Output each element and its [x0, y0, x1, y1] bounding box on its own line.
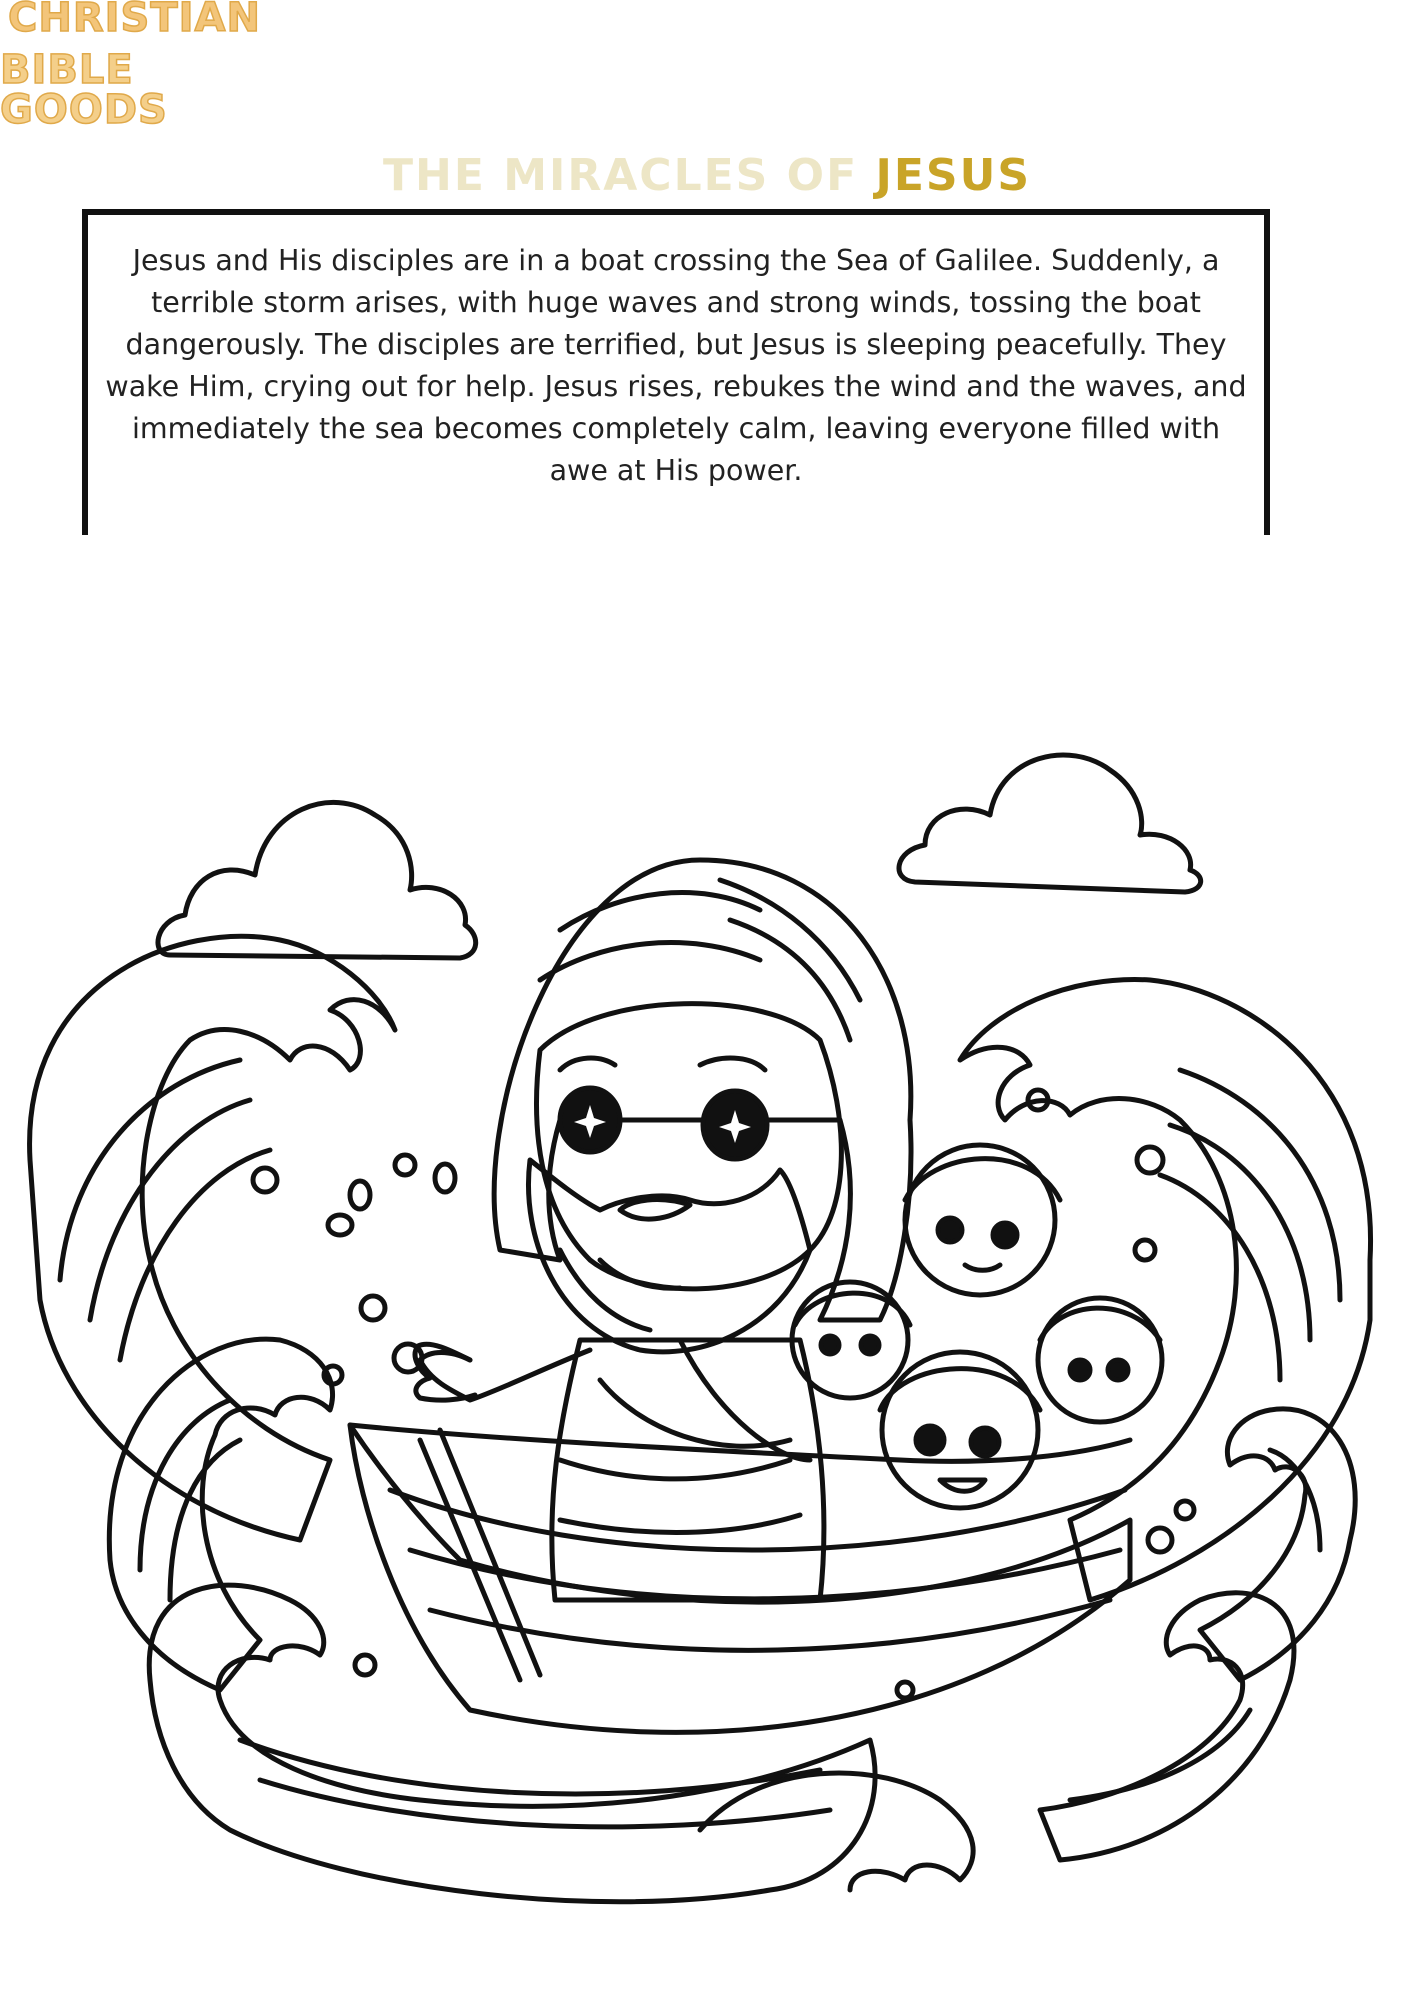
disciple-2-head	[792, 1282, 908, 1398]
disciple-4-head	[882, 1352, 1038, 1508]
wave-right-big	[960, 980, 1371, 1600]
story-box	[82, 209, 1270, 535]
jesus-hair	[494, 860, 911, 1320]
wave-front-center	[700, 1773, 973, 1890]
logo-line-2: BIBLE GOODS	[0, 47, 168, 133]
page-title	[0, 150, 1414, 201]
title-part-2: JESUS	[875, 150, 1032, 201]
wave-front-right	[1040, 1593, 1294, 1860]
cloud-left	[158, 802, 476, 958]
wave-right-mid	[1200, 1409, 1355, 1680]
title-part-1: THE MIRACLES OF	[382, 150, 876, 201]
wave-left-big	[30, 936, 395, 1540]
coloring-illustration	[0, 560, 1414, 2000]
brand-logo	[0, 0, 261, 133]
logo-line-1: CHRISTIAN	[8, 0, 261, 41]
jesus-arm	[420, 1350, 590, 1400]
story-text: Jesus and His disciples are in a boat crossing the Sea of Galilee. Suddenly, a terrible storm arises, with huge waves and strong winds, tossing the boat dangerously. The disciples are terrified, but Jesus is sleeping peacefully. They wake Him, crying out for help. Jesus rises, rebukes the wind and the waves, and immediately the sea becomes completely calm, leaving everyone filled with awe at His power.	[105, 244, 1247, 487]
jesus-beard	[528, 1160, 810, 1352]
disciple-3-head	[1038, 1298, 1162, 1422]
cloud-right	[899, 755, 1201, 892]
wave-front-left	[149, 1585, 875, 1902]
